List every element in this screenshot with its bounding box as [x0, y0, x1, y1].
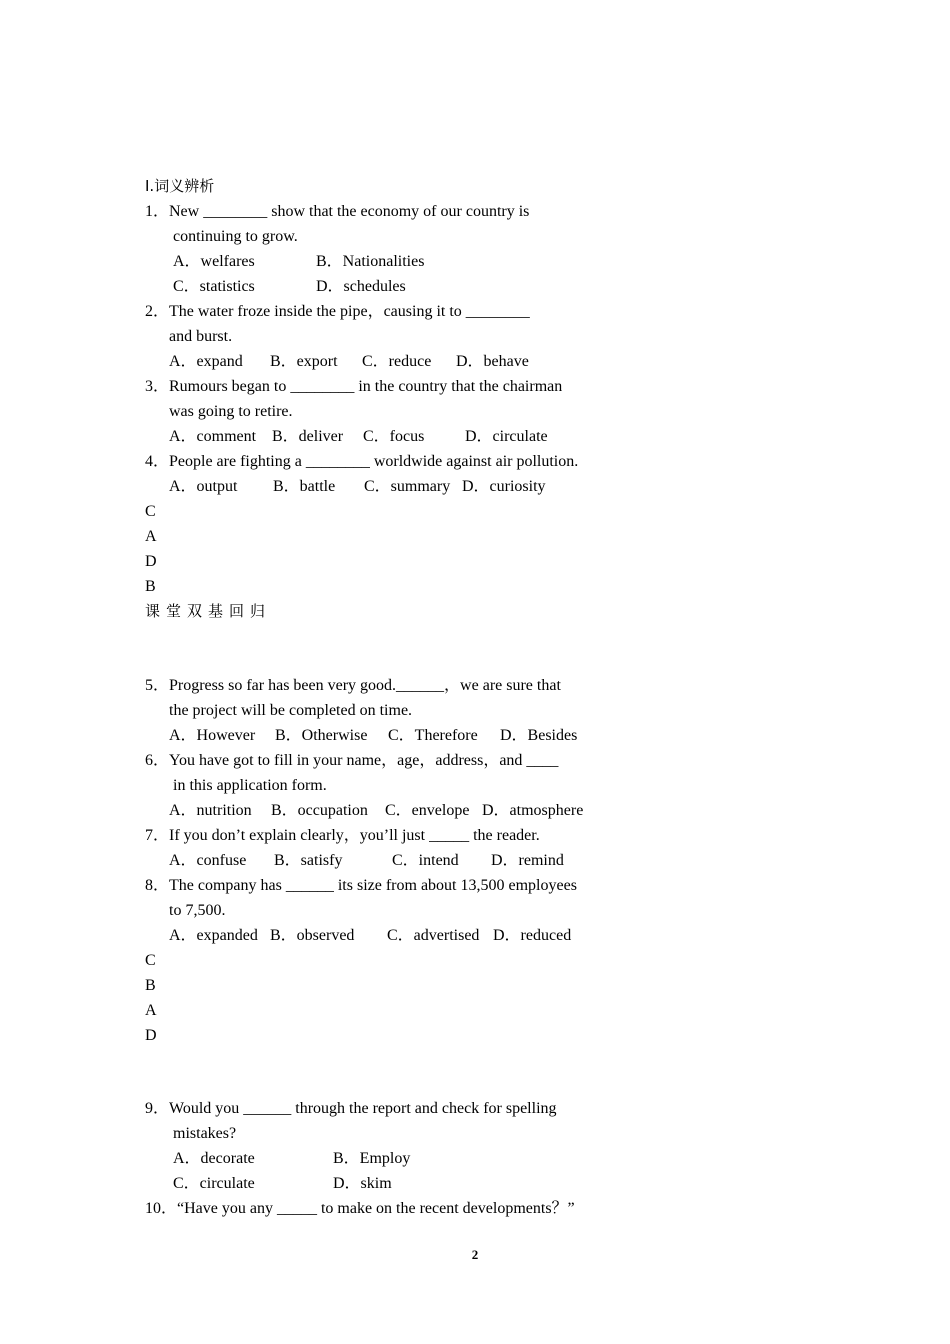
question-6-option-a: A．nutrition [169, 802, 252, 819]
question-9-stem: 9．Would you ______ through the report and check for spelling [145, 1100, 557, 1117]
question-9-stem-cont: mistakes? [173, 1125, 237, 1142]
answer-5: C [145, 952, 156, 969]
answer-6: B [145, 977, 156, 994]
section-heading-2: 课堂双基回归 [145, 602, 272, 620]
question-9-option-d: D．skim [333, 1175, 392, 1192]
question-9-option-b: B．Employ [333, 1150, 411, 1167]
question-5-option-a: A．However [169, 727, 256, 744]
answer-1: C [145, 503, 156, 520]
question-2-option-c: C．reduce [362, 353, 432, 370]
question-2-stem-cont: and burst. [169, 328, 233, 345]
question-2-option-b: B．export [270, 353, 338, 370]
question-5-option-d: D．Besides [500, 727, 578, 744]
question-6-stem: 6．You have got to fill in your name，age，address，and ____ [145, 752, 559, 769]
answer-4: B [145, 578, 156, 595]
question-5-option-c: C．Therefore [388, 727, 478, 744]
question-4-option-b: B．battle [273, 478, 336, 495]
question-8-stem-cont: to 7,500. [169, 902, 226, 919]
question-2-option-a: A．expand [169, 353, 243, 370]
question-8-stem: 8．The company has ______ its size from about 13,500 employees [145, 877, 577, 894]
question-8-option-c: C．advertised [387, 927, 480, 944]
question-1-stem: 1．New ________ show that the economy of our country is [145, 203, 530, 220]
question-7-option-c: C．intend [392, 852, 459, 869]
page-number: 2 [471, 1247, 479, 1262]
question-1-option-c: C．statistics [173, 278, 255, 295]
answer-7: A [145, 1002, 157, 1019]
question-9-option-a: A．decorate [173, 1150, 255, 1167]
question-4-option-c: C．summary [364, 478, 451, 495]
answer-3: D [145, 553, 157, 570]
question-3-option-a: A．comment [169, 428, 257, 445]
question-2-stem: 2．The water froze inside the pipe，causing it to ________ [145, 303, 530, 320]
section-heading: Ⅰ.词义辨析 [145, 177, 215, 195]
answer-2: A [145, 528, 157, 545]
answer-8: D [145, 1027, 157, 1044]
question-1-option-d: D．schedules [316, 278, 406, 295]
question-3-option-b: B．deliver [272, 428, 344, 445]
question-7-option-b: B．satisfy [274, 852, 343, 869]
question-5-option-b: B．Otherwise [275, 727, 368, 744]
question-7-stem: 7．If you don’t explain clearly，you’ll just _____ the reader. [145, 827, 540, 844]
question-6-option-c: C．envelope [385, 802, 470, 819]
question-7-option-d: D．remind [491, 852, 564, 869]
question-8-option-d: D．reduced [493, 927, 572, 944]
question-7-option-a: A．confuse [169, 852, 247, 869]
question-4-option-d: D．curiosity [462, 478, 546, 495]
question-8-option-b: B．observed [270, 927, 355, 944]
question-5-stem-cont: the project will be completed on time. [169, 702, 413, 719]
question-4-option-a: A．output [169, 478, 238, 495]
question-6-stem-cont: in this application form. [173, 777, 327, 794]
question-3-option-c: C．focus [363, 428, 425, 445]
question-3-stem-cont: was going to retire. [169, 403, 293, 420]
question-3-stem: 3．Rumours began to ________ in the country that the chairman [145, 378, 563, 395]
question-9-option-c: C．circulate [173, 1175, 255, 1192]
question-6-option-b: B．occupation [271, 802, 368, 819]
question-3-option-d: D．circulate [465, 428, 548, 445]
question-8-option-a: A．expanded [169, 927, 258, 944]
question-4-stem: 4．People are fighting a ________ worldwide against air pollution. [145, 453, 579, 470]
question-1-stem-cont: continuing to grow. [173, 228, 298, 245]
question-1-option-a: A．welfares [173, 253, 255, 270]
question-5-stem: 5．Progress so far has been very good.______，we are sure that [145, 677, 561, 694]
question-2-option-d: D．behave [456, 353, 529, 370]
question-10-stem: 10．“Have you any _____ to make on the recent developments？” [145, 1200, 575, 1217]
question-6-option-d: D．atmosphere [482, 802, 584, 819]
question-1-option-b: B．Nationalities [316, 253, 425, 270]
